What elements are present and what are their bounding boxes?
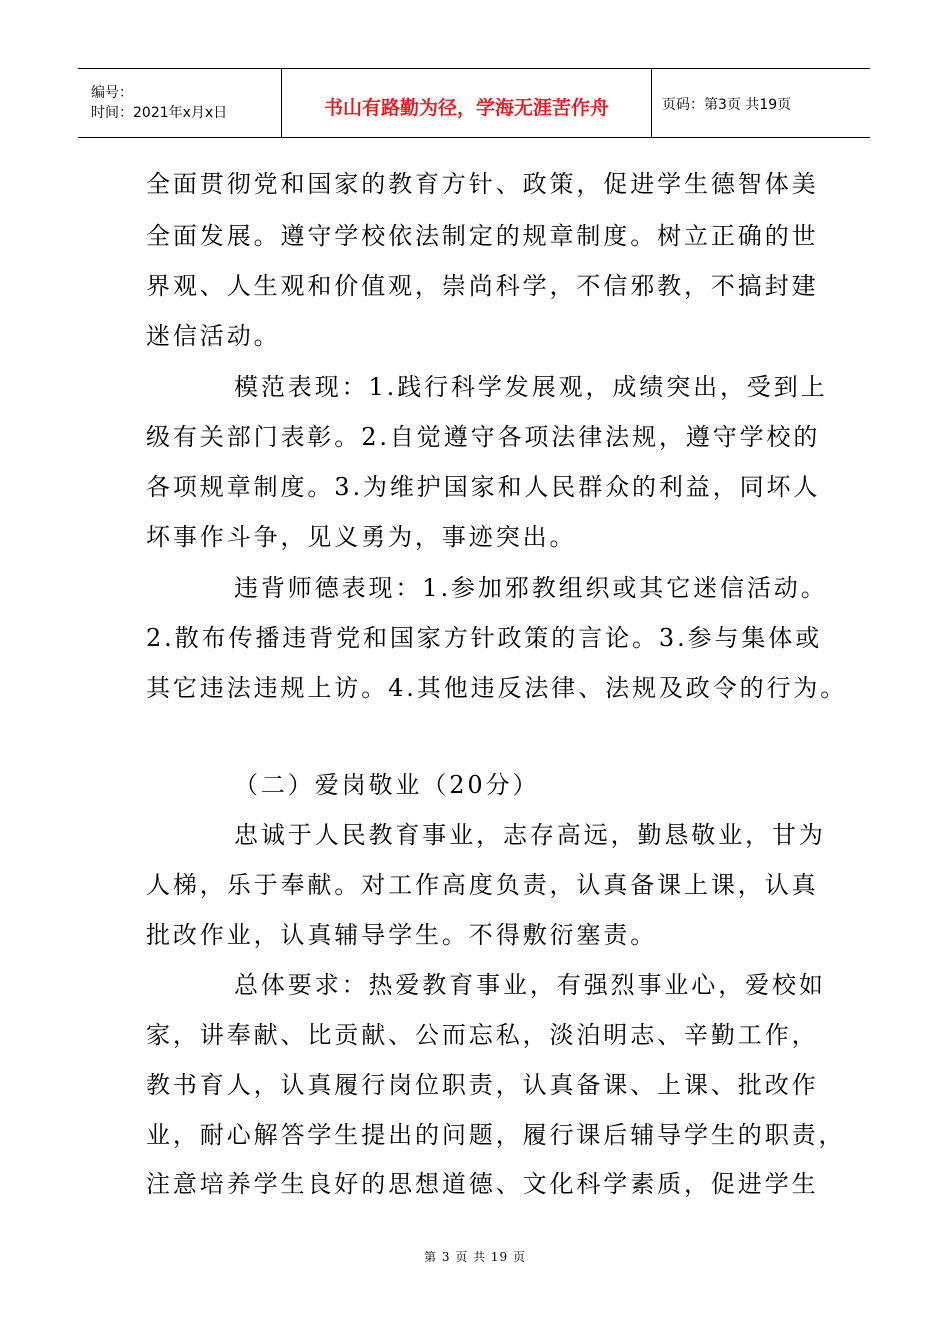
header-motto-cell (282, 69, 652, 137)
text-line: 人梯，乐于奉献。对工作高度负责，认真备课上课，认真 (146, 871, 819, 899)
page-footer: 第 3 页 共 19 页 (424, 1250, 526, 1264)
text-line: 界观、人生观和价值观，崇尚科学，不信邪教，不搞封建 (146, 272, 819, 300)
text-line: 模范表现：1.践行科学发展观，成绩突出，受到上 (234, 373, 828, 401)
text-line: 坏事作斗争，见义勇为，事迹突出。 (146, 523, 577, 551)
document-time-label: 时间：2021年x月x日 (91, 105, 228, 121)
text-line: 级有关部门表彰。2.自觉遵守各项法律法规，遵守学校的 (146, 423, 821, 451)
document-number-label: 编号： (91, 85, 133, 101)
section-heading: （二）爱岗敬业（20分） (234, 771, 540, 799)
text-line: 教书育人，认真履行岗位职责，认真备课、上课、批改作 (146, 1071, 819, 1099)
text-line: 其它违法违规上访。4.其他违反法律、法规及政令的行为。 (146, 674, 848, 702)
text-line: 注意培养学生良好的思想道德、文化科学素质，促进学生 (146, 1170, 819, 1198)
text-line: 总体要求：热爱教育事业，有强烈事业心，爱校如 (234, 971, 826, 999)
header-meta (78, 69, 282, 137)
page-header (78, 68, 870, 138)
text-line: 迷信活动。 (146, 322, 281, 350)
header-page-info: 页码：第3页 共19页 (662, 97, 792, 113)
text-line: 违背师德表现：1.参加邪教组织或其它迷信活动。 (234, 574, 828, 602)
text-line: 忠诚于人民教育事业，志存高远，勤恳敬业，甘为 (234, 821, 826, 849)
text-line: 2.散布传播违背党和国家方针政策的言论。3.参与集体或 (146, 624, 823, 652)
text-line: 全面贯彻党和国家的教育方针、政策，促进学生德智体美 (146, 170, 819, 198)
text-line: 批改作业，认真辅导学生。不得敷衍塞责。 (146, 921, 658, 949)
text-line: 各项规章制度。3.为维护国家和人民群众的利益，同坏人 (146, 473, 821, 501)
header-motto: 书山有路勤为径，学海无涯苦作舟 (323, 96, 609, 119)
text-line: 全面发展。遵守学校依法制定的规章制度。树立正确的世 (146, 222, 819, 250)
header-page-cell (652, 69, 870, 137)
text-line: 业，耐心解答学生提出的问题，履行课后辅导学生的职责， (146, 1121, 846, 1149)
text-line: 家，讲奉献、比贡献、公而忘私，淡泊明志、辛勤工作， (146, 1021, 819, 1049)
